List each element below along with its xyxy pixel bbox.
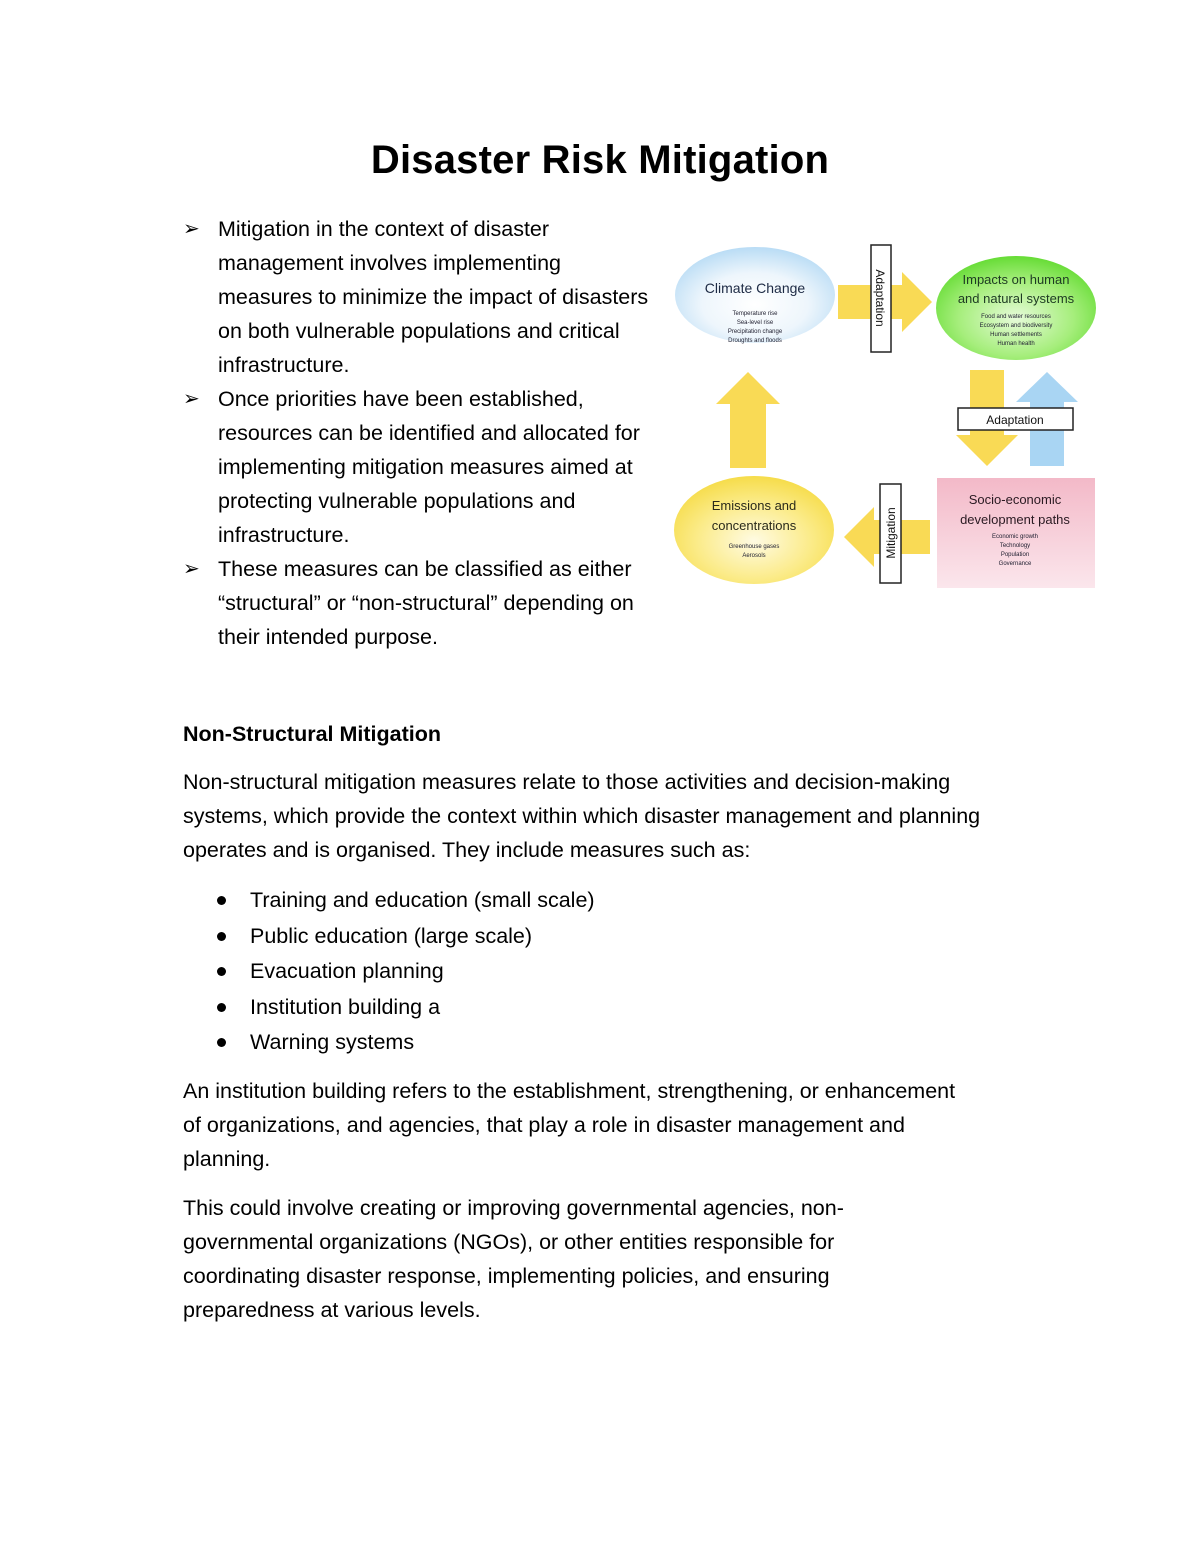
measure-item <box>250 954 595 990</box>
socio-item: Technology <box>999 543 1031 549</box>
intro-bullet-text: Once priorities have been established, resources can be identified and allocated for implementing mitigation measures aimed at protecting vulnerable populations and infrastructure. <box>218 387 640 547</box>
intro-bullet <box>183 212 653 382</box>
measure-item <box>250 990 595 1026</box>
climate-item: Droughts and floods <box>728 338 782 344</box>
intro-bullet-list <box>183 212 653 654</box>
bullet-dot-icon <box>217 1038 226 1047</box>
paragraph: An institution building refers to the establishment, strengthening, or enhancement of organizations, and agencies, that play a role in disaster management and planning. <box>183 1079 956 1171</box>
bullet-dot-icon <box>217 896 226 905</box>
measure-item <box>250 883 595 919</box>
bullet-dot-icon <box>217 1003 226 1012</box>
adaptation-label-horizontal: Adaptation <box>986 413 1044 427</box>
intro-bullet <box>183 382 653 552</box>
socio-item: Governance <box>998 561 1032 567</box>
section-heading: Non-Structural Mitigation <box>183 722 441 746</box>
impacts-item: Ecosystem and biodiversity <box>979 323 1053 329</box>
intro-bullet-text: Mitigation in the context of disaster management involves implementing measures to minimize the impact of disasters on both vulnerable populations and critical infrastructure. <box>218 217 649 377</box>
climate-item: Temperature rise <box>732 311 778 317</box>
arrow-bullet-icon: ➢ <box>183 558 200 580</box>
mitigation-label-vertical: Mitigation <box>884 507 898 559</box>
bullet-dot-icon <box>217 932 226 941</box>
intro-bullet-text: These measures can be classified as either “structural” or “non-structural” depending on their intended purpose. <box>218 557 634 649</box>
paragraph: Non-structural mitigation measures relate to those activities and decision-making systems, which provide the context within which disaster management and planning operates and is organised. They include measures such as: <box>183 770 981 862</box>
socio-item: Population <box>1000 552 1030 558</box>
page-title: Disaster Risk Mitigation <box>370 138 830 182</box>
paragraph: This could involve creating or improving governmental agencies, non-governmental organizations (NGOs), or other entities responsible for coordinating disaster response, implementing policies, and ensuring preparedness at various levels. <box>183 1196 844 1322</box>
arrow-bullet-icon: ➢ <box>183 218 200 240</box>
impacts-item: Human settlements <box>990 332 1042 338</box>
measure-item-text: Training and education (small scale) <box>250 888 595 912</box>
climate-change-title: Climate Change <box>704 280 806 296</box>
socio-title-line1: Socio-economic <box>968 492 1062 507</box>
climate-item: Sea-level rise <box>736 320 774 326</box>
measure-item-text: Institution building a <box>250 994 441 1019</box>
measures-list <box>250 883 595 1061</box>
impacts-item: Food and water resources <box>981 314 1051 320</box>
bullet-dot-icon <box>217 967 226 976</box>
emissions-title-line2: concentrations <box>711 518 797 533</box>
arrow-up-icon <box>716 372 780 468</box>
adaptation-label-vertical: Adaptation <box>873 269 887 327</box>
measure-item-text: Evacuation planning <box>250 959 444 983</box>
measure-item-text: Warning systems <box>250 1030 415 1054</box>
climate-item: Precipitation change <box>727 329 783 335</box>
climate-cycle-diagram <box>670 240 1100 595</box>
impacts-item: Human health <box>997 341 1035 347</box>
impacts-title-line2: and natural systems <box>957 291 1075 306</box>
measure-item <box>250 919 595 955</box>
emissions-item: Aerosols <box>742 553 766 559</box>
measure-item-text: Public education (large scale) <box>250 923 533 948</box>
intro-bullet <box>183 552 653 654</box>
arrow-bullet-icon: ➢ <box>183 388 200 410</box>
emissions-item: Greenhouse gases <box>728 544 780 550</box>
measure-item <box>250 1025 595 1061</box>
socio-item: Economic growth <box>991 534 1039 540</box>
impacts-title-line1: Impacts on human <box>962 272 1070 287</box>
socio-title-line2: development paths <box>960 512 1070 527</box>
emissions-title-line1: Emissions and <box>711 498 797 513</box>
